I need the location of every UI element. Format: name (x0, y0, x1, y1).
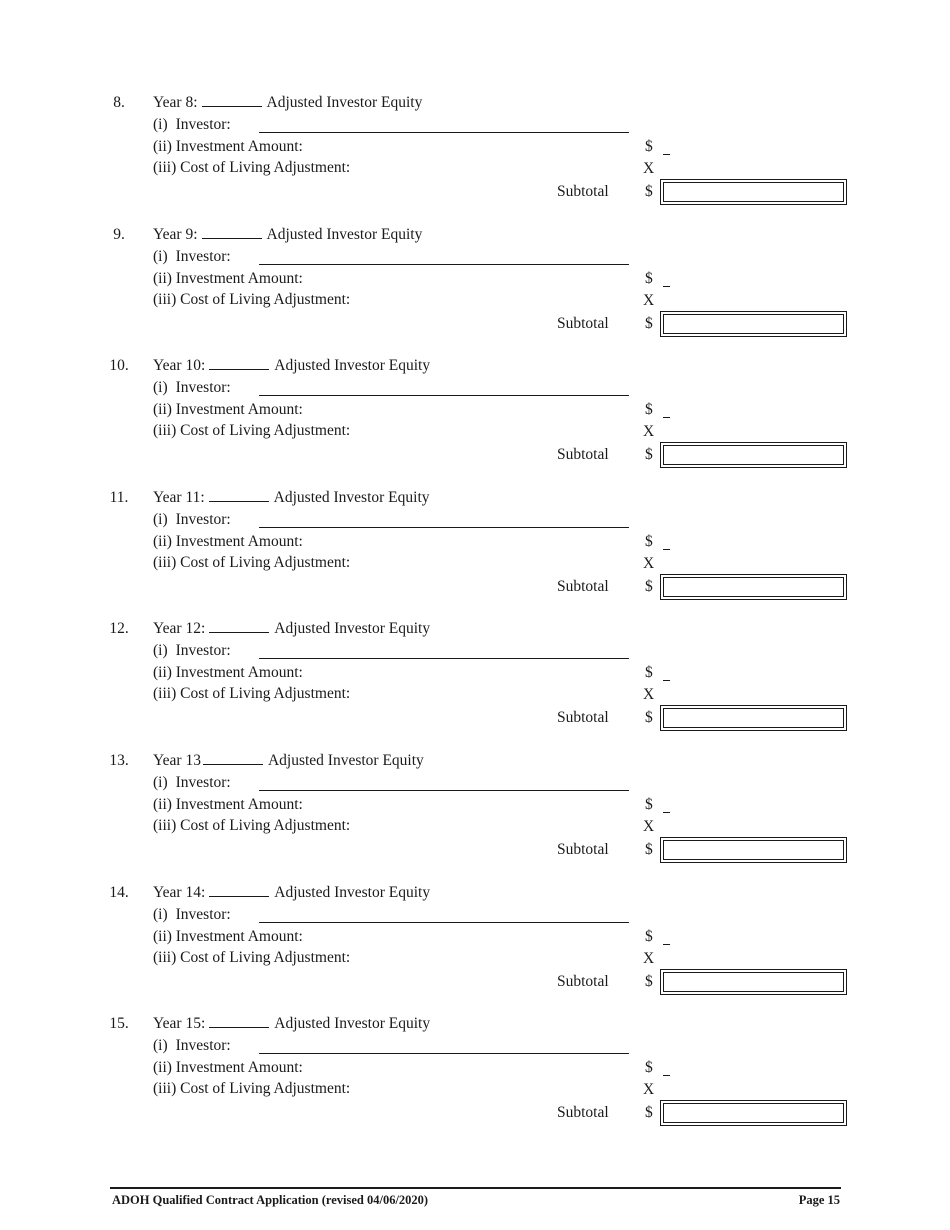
multiply-symbol: X (643, 160, 655, 177)
investment-currency-symbol: $ (645, 1059, 653, 1076)
title-suffix: Adjusted Investor Equity (274, 357, 431, 374)
cost-of-living-label: (iii) Cost of Living Adjustment: (153, 817, 351, 834)
subtotal-label: Subtotal (557, 578, 609, 595)
multiply-symbol: X (643, 950, 655, 967)
subtotal-currency-symbol: $ (645, 709, 653, 726)
investor-prefix: (i) (153, 774, 168, 791)
footer-rule (110, 1187, 841, 1189)
investment-amount-input[interactable] (663, 549, 670, 550)
equity-section (0, 489, 950, 621)
investor-input-line[interactable] (259, 658, 629, 659)
year-label: Year 12: (153, 620, 206, 637)
title-suffix: Adjusted Investor Equity (274, 1015, 431, 1032)
investor-prefix: (i) (153, 642, 168, 659)
year-label: Year 8: (153, 94, 198, 111)
year-label: Year 13 (153, 752, 201, 769)
investor-row (153, 1037, 231, 1055)
subtotal-input-box[interactable] (660, 837, 847, 863)
investor-label: Investor: (175, 774, 231, 791)
year-blank[interactable] (209, 489, 269, 502)
section-title (153, 620, 430, 638)
investment-currency-symbol: $ (645, 138, 653, 155)
investor-prefix: (i) (153, 248, 168, 265)
section-number: 15. (109, 1015, 129, 1032)
investor-prefix: (i) (153, 116, 168, 133)
equity-section (0, 752, 950, 884)
subtotal-label: Subtotal (557, 841, 609, 858)
year-blank[interactable] (209, 884, 269, 897)
year-label: Year 15: (153, 1015, 206, 1032)
investment-amount-label: (ii) Investment Amount: (153, 928, 303, 945)
investor-row (153, 511, 231, 529)
year-blank[interactable] (209, 357, 269, 370)
title-suffix: Adjusted Investor Equity (266, 94, 423, 111)
section-number: 8. (113, 94, 125, 111)
investment-amount-label: (ii) Investment Amount: (153, 270, 303, 287)
year-blank[interactable] (202, 94, 262, 107)
investor-input-line[interactable] (259, 922, 629, 923)
subtotal-label: Subtotal (557, 183, 609, 200)
investor-label: Investor: (175, 1037, 231, 1054)
investor-input-line[interactable] (259, 132, 629, 133)
subtotal-input-box[interactable] (660, 311, 847, 337)
cost-of-living-label: (iii) Cost of Living Adjustment: (153, 949, 351, 966)
investment-amount-label: (ii) Investment Amount: (153, 1059, 303, 1076)
year-label: Year 9: (153, 226, 198, 243)
multiply-symbol: X (643, 686, 655, 703)
equity-section (0, 620, 950, 752)
subtotal-currency-symbol: $ (645, 1104, 653, 1121)
investment-amount-input[interactable] (663, 417, 670, 418)
investment-currency-symbol: $ (645, 533, 653, 550)
multiply-symbol: X (643, 423, 655, 440)
investor-row (153, 116, 231, 134)
investment-amount-label: (ii) Investment Amount: (153, 796, 303, 813)
equity-section (0, 226, 950, 358)
investor-label: Investor: (175, 511, 231, 528)
section-number: 11. (109, 489, 129, 506)
footer-page-number: Page 15 (798, 1193, 840, 1207)
subtotal-input-box[interactable] (660, 969, 847, 995)
investor-row (153, 642, 231, 660)
investment-amount-input[interactable] (663, 944, 670, 945)
subtotal-currency-symbol: $ (645, 841, 653, 858)
investment-amount-label: (ii) Investment Amount: (153, 533, 303, 550)
equity-section (0, 1015, 950, 1147)
section-title (153, 489, 430, 507)
title-suffix: Adjusted Investor Equity (266, 226, 423, 243)
subtotal-input-box[interactable] (660, 574, 847, 600)
title-suffix: Adjusted Investor Equity (267, 752, 424, 769)
multiply-symbol: X (643, 555, 655, 572)
subtotal-label: Subtotal (557, 973, 609, 990)
subtotal-input-box[interactable] (660, 1100, 847, 1126)
investment-amount-label: (ii) Investment Amount: (153, 401, 303, 418)
cost-of-living-label: (iii) Cost of Living Adjustment: (153, 291, 351, 308)
year-label: Year 11: (153, 489, 205, 506)
investor-label: Investor: (175, 906, 231, 923)
section-number: 12. (109, 620, 129, 637)
multiply-symbol: X (643, 818, 655, 835)
cost-of-living-label: (iii) Cost of Living Adjustment: (153, 159, 351, 176)
section-title (153, 1015, 430, 1033)
investor-input-line[interactable] (259, 527, 629, 528)
cost-of-living-label: (iii) Cost of Living Adjustment: (153, 1080, 351, 1097)
investor-input-line[interactable] (259, 395, 629, 396)
equity-section (0, 94, 950, 226)
investor-row (153, 248, 231, 266)
year-label: Year 14: (153, 884, 206, 901)
subtotal-currency-symbol: $ (645, 183, 653, 200)
cost-of-living-label: (iii) Cost of Living Adjustment: (153, 422, 351, 439)
subtotal-input-box[interactable] (660, 179, 847, 205)
equity-section (0, 357, 950, 489)
subtotal-label: Subtotal (557, 1104, 609, 1121)
investment-amount-label: (ii) Investment Amount: (153, 138, 303, 155)
section-number: 10. (109, 357, 129, 374)
investment-amount-input[interactable] (663, 154, 670, 155)
investment-currency-symbol: $ (645, 928, 653, 945)
equity-section (0, 884, 950, 1016)
investor-label: Investor: (175, 642, 231, 659)
investment-amount-input[interactable] (663, 1075, 670, 1076)
year-blank[interactable] (209, 1015, 269, 1028)
subtotal-label: Subtotal (557, 315, 609, 332)
subtotal-currency-symbol: $ (645, 973, 653, 990)
investment-currency-symbol: $ (645, 796, 653, 813)
cost-of-living-label: (iii) Cost of Living Adjustment: (153, 554, 351, 571)
subtotal-currency-symbol: $ (645, 315, 653, 332)
year-blank[interactable] (202, 226, 262, 239)
section-number: 9. (113, 226, 125, 243)
subtotal-label: Subtotal (557, 709, 609, 726)
subtotal-input-box[interactable] (660, 705, 847, 731)
multiply-symbol: X (643, 1081, 655, 1098)
investment-currency-symbol: $ (645, 270, 653, 287)
investment-amount-input[interactable] (663, 680, 670, 681)
section-number: 13. (109, 752, 129, 769)
investor-label: Investor: (175, 248, 231, 265)
investor-prefix: (i) (153, 1037, 168, 1054)
title-suffix: Adjusted Investor Equity (274, 620, 431, 637)
cost-of-living-label: (iii) Cost of Living Adjustment: (153, 685, 351, 702)
investment-currency-symbol: $ (645, 664, 653, 681)
investment-amount-label: (ii) Investment Amount: (153, 664, 303, 681)
multiply-symbol: X (643, 292, 655, 309)
investor-input-line[interactable] (259, 1053, 629, 1054)
investor-row (153, 774, 231, 792)
investor-input-line[interactable] (259, 790, 629, 791)
year-label: Year 10: (153, 357, 206, 374)
year-blank[interactable] (209, 620, 269, 633)
footer-document-title: ADOH Qualified Contract Application (revised 04/06/2020) (112, 1193, 429, 1207)
investor-label: Investor: (175, 379, 231, 396)
investor-prefix: (i) (153, 906, 168, 923)
title-suffix: Adjusted Investor Equity (273, 489, 430, 506)
year-blank[interactable] (203, 752, 263, 765)
investor-row (153, 379, 231, 397)
section-title (153, 226, 422, 244)
investor-prefix: (i) (153, 379, 168, 396)
investment-amount-input[interactable] (663, 286, 670, 287)
investment-currency-symbol: $ (645, 401, 653, 418)
investment-amount-input[interactable] (663, 812, 670, 813)
investor-input-line[interactable] (259, 264, 629, 265)
investor-row (153, 906, 231, 924)
section-title (153, 94, 422, 112)
section-title (153, 357, 430, 375)
section-number: 14. (109, 884, 129, 901)
subtotal-label: Subtotal (557, 446, 609, 463)
investor-label: Investor: (175, 116, 231, 133)
subtotal-currency-symbol: $ (645, 578, 653, 595)
investor-prefix: (i) (153, 511, 168, 528)
subtotal-input-box[interactable] (660, 442, 847, 468)
title-suffix: Adjusted Investor Equity (274, 884, 431, 901)
section-title (153, 752, 424, 770)
subtotal-currency-symbol: $ (645, 446, 653, 463)
section-title (153, 884, 430, 902)
